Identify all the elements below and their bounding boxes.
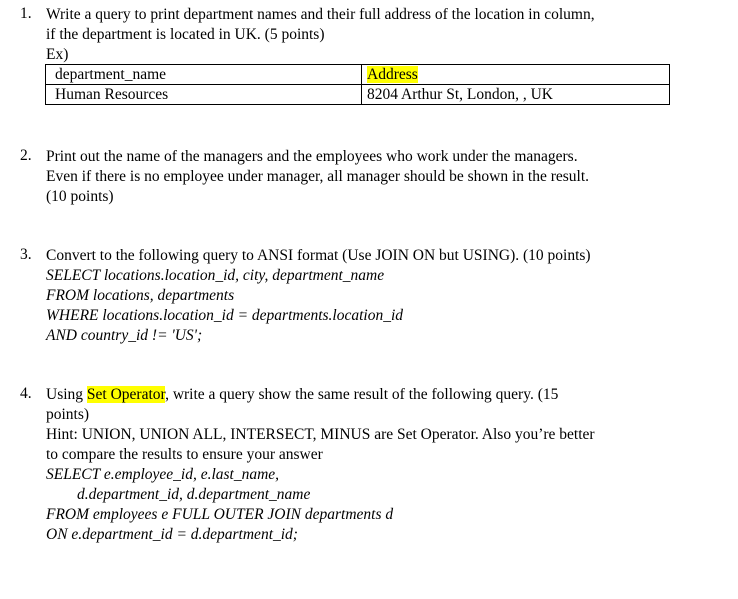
code-line: SELECT e.employee_id, e.last_name, [46,466,280,483]
table-cell: 8204 Arthur St, London, , UK [362,85,670,105]
table-row [46,85,670,105]
question-2-line-3: (10 points) [46,188,114,205]
question-4-line-4: to compare the results to ensure your answer [46,446,323,463]
question-4-hint: Hint: UNION, UNION ALL, INTERSECT, MINUS are Set Operator. Also you’re better [46,426,595,443]
question-4-line-1 [46,385,558,405]
question-4-line-2: points) [46,406,90,423]
example-table [45,64,670,105]
code-line: d.department_id, d.department_name [77,486,311,503]
question-2-number: 2. [20,147,32,164]
question-4-line-1-pre: Using [46,386,87,403]
question-1-number: 1. [20,5,32,22]
question-2-line-1: Print out the name of the managers and the employees who work under the managers. [46,148,578,165]
code-line: FROM locations, departments [46,287,235,304]
code-line: SELECT locations.location_id, city, department_name [46,267,385,284]
table-cell: Human Resources [46,85,362,105]
code-line: WHERE locations.location_id = departments.location_id [46,307,404,324]
code-line: ON e.department_id = d.department_id; [46,526,298,543]
table-header-row [46,65,670,85]
question-1-line-2: if the department is located in UK. (5 points) [46,26,325,43]
code-line: FROM employees e FULL OUTER JOIN departments d [46,506,394,523]
question-3-line-1: Convert to the following query to ANSI format (Use JOIN ON but USING). (10 points) [46,247,591,264]
address-header-highlight: Address [367,66,418,83]
example-label: Ex) [46,46,69,63]
question-4-number: 4. [20,385,32,402]
code-line: AND country_id != 'US'; [46,327,203,344]
question-4-line-1-post: , write a query show the same result of the following query. (15 [165,386,559,403]
question-1-line-1: Write a query to print department names and their full address of the location in column, [46,6,595,23]
table-header-cell: department_name [46,65,362,85]
set-operator-highlight: Set Operator [86,386,166,403]
table-header-cell [362,65,670,85]
question-3-number: 3. [20,246,32,263]
question-2-line-2: Even if there is no employee under manager, all manager should be shown in the result. [46,168,590,185]
